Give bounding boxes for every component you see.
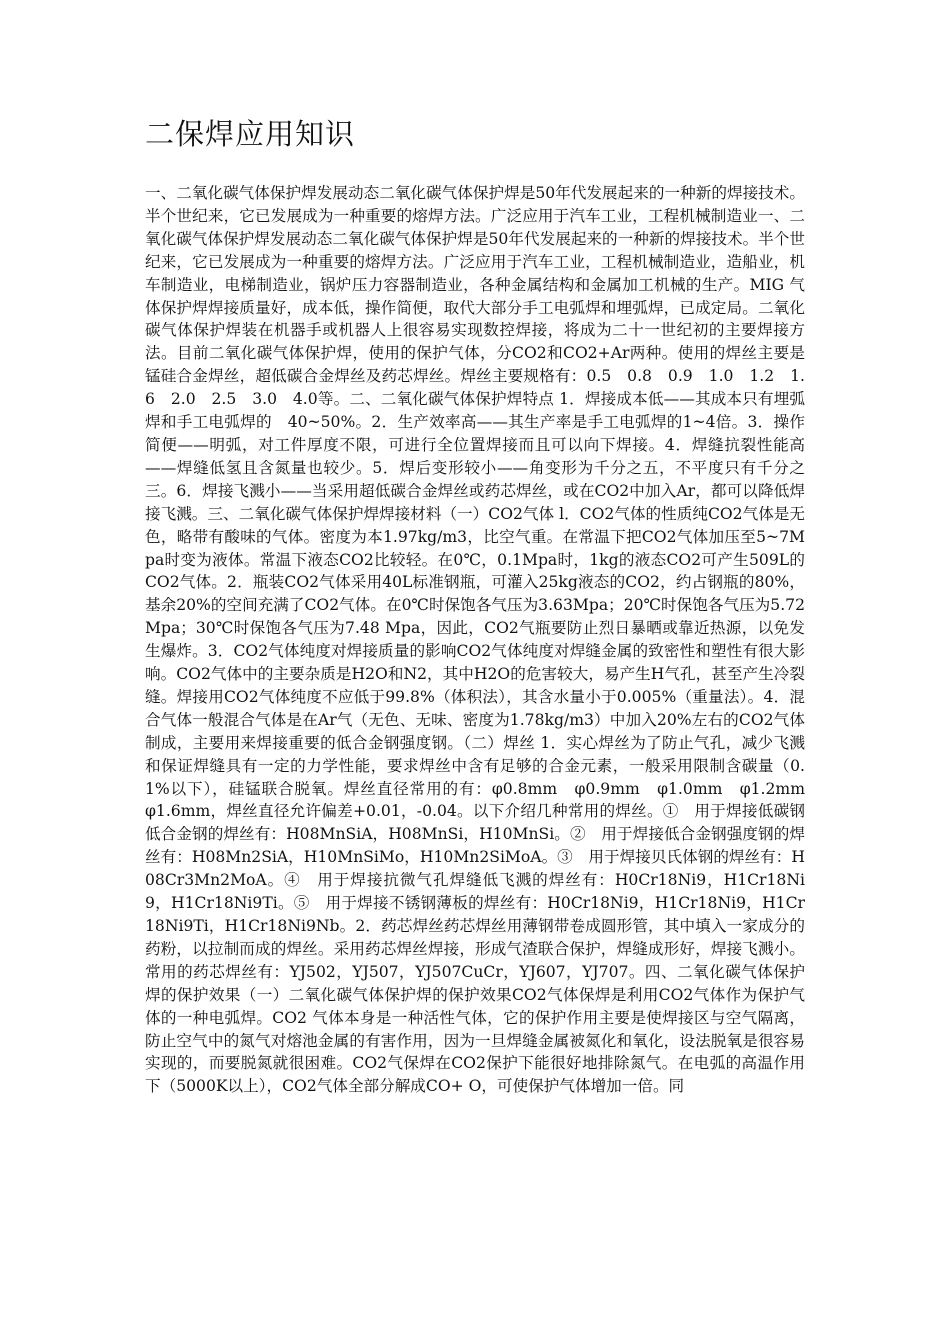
page-title: 二保焊应用知识 [145,117,356,151]
body-paragraph: 一、二氧化碳气体保护焊发展动态二氧化碳气体保护焊是50年代发展起来的一种新的焊接技术。半个世纪来，它已发展成为一种重要的熔焊方法。广泛应用于汽车工业，工程机械制造业一、二氧化碳气体保护焊发展动态二氧化碳气体保护焊是50年代发展起来的一种新的焊接技术。半个世纪来，它已发展成为一种重要的熔焊方法。广泛应用于汽车工业，工程机械制造业，造船业，机车制造业，电梯制造业，锅炉压力容器制造业，各种金属结构和金属加工机械的生产。MIG 气体保护焊焊接质量好，成本低，操作简便，取代大部分手工电弧焊和埋弧焊，已成定局。二氧化碳气体保护焊装在机器手或机器人上很容易实现数控焊接，将成为二十一世纪初的主要焊接方法。目前二氧化碳气体保护焊，使用的保护气体，分CO2和CO2+Ar两种。使用的焊丝主要是锰硅合金焊丝，超低碳合金焊丝及药芯焊丝。焊丝主要规格有：0.5 0.8 0.9 1.0 1.2 1.6 2.0 2.5 3.0 4.0等。二、二氧化碳气体保护焊特点 1．焊接成本低——其成本只有埋弧焊和手工电弧焊的 40~50%。2．生产效率高——其生产率是手工电弧焊的1~4倍。3．操作简便——明弧，对工件厚度不限，可进行全位置焊接而且可以向下焊接。4．焊缝抗裂性能高——焊缝低氢且含氮量也较少。5．焊后变形较小——角变形为千分之五，不平度只有千分之三。6．焊接飞溅小——当采用超低碳合金焊丝或药芯焊丝，或在CO2中加入Ar，都可以降低焊接飞溅。三、二氧化碳气体保护焊焊接材料（一）CO2气体 l．CO2气体的性质纯CO2气体是无色，略带有酸味的气体。密度为本1.97kg/m3，比空气重。在常温下把CO2气体加压至5~7Mpa时变为液体。常温下液态CO2比较轻。在0℃，0.1Mpa时，1kg的液态CO2可产生509L的CO2气体。2．瓶装CO2气体采用40L标准钢瓶，可灌入25kg液态的CO2，约占钢瓶的80%，基余20%的空间充满了CO2气体。在0℃时保饱各气压为3.63Mpa；20℃时保饱各气压为5.72Mpa；30℃时保饱各气压为7.48 Mpa，因此，CO2气瓶要防止烈日暴晒或靠近热源，以免发生爆炸。3．CO2气体纯度对焊接质量的影响CO2气体纯度对焊缝金属的致密性和塑性有很大影响。CO2气体中的主要杂质是H2O和N2，其中H2O的危害较大，易产生H气孔，甚至产生冷裂缝。焊接用CO2气体纯度不应低于99.8%（体积法），其含水量小于0.005%（重量法）。4．混合气体一般混合气体是在Ar气（无色、无味、密度为1.78kg/m3）中加入20%左右的CO2气体制成，主要用来焊接重要的低合金钢强度钢。（二）焊丝 1．实心焊丝为了防止气孔，减少飞溅和保证焊缝具有一定的力学性能，要求焊丝中含有足够的合金元素，一般采用限制含碳量（0.1%以下），硅锰联合脱氧。焊丝直径常用的有：φ0.8mm φ0.9mm φ1.0mm φ1.2mm φ1.6mm，焊丝直径允许偏差+0.01，-0.04。以下介绍几种常用的焊丝。① 用于焊接低碳钢低合金钢的焊丝有：H08MnSiA，H08MnSi，H10MnSi。② 用于焊接低合金钢强度钢的焊丝有：H08Mn2SiA，H10MnSiMo，H10Mn2SiMoA。③ 用于焊接贝氏体钢的焊丝有：H08Cr3Mn2MoA。④ 用于焊接抗微气孔焊缝低飞溅的焊丝有：H0Cr18Ni9，H1Cr18Ni9，H1Cr18Ni9Ti。⑤ 用于焊接不锈钢薄板的焊丝有：H0Cr18Ni9，H1Cr18Ni9，H1Cr18Ni9Ti，H1Cr18Ni9Nb。2．药芯焊丝药芯焊丝用薄钢带卷成圆形管，其中填入一家成分的药粉，以拉制而成的焊丝。采用药芯焊丝焊接，形成气渣联合保护，焊缝成形好，焊接飞溅小。常用的药芯焊丝有：YJ502，YJ507，YJ507CuCr，YJ607，YJ707。四、二氧化碳气体保护焊的保护效果（一）二氧化碳气体保护焊的保护效果CO2气体保焊是利用CO2气体作为保护气体的一种电弧焊。CO2 气体本身是一种活性气体，它的保护作用主要是使焊接区与空气隔离，防止空气中的氮气对熔池金属的有害作用，因为一旦焊缝金属被氮化和氧化，设法脱氧是很容易实现的，而要脱氮就很困难。CO2气保焊在CO2保护下能很好地排除氮气。在电弧的高温作用下（5000K以上），CO2气体全部分解成CO+ O，可使保护气体增加一倍。同 [145,184,821,1096]
